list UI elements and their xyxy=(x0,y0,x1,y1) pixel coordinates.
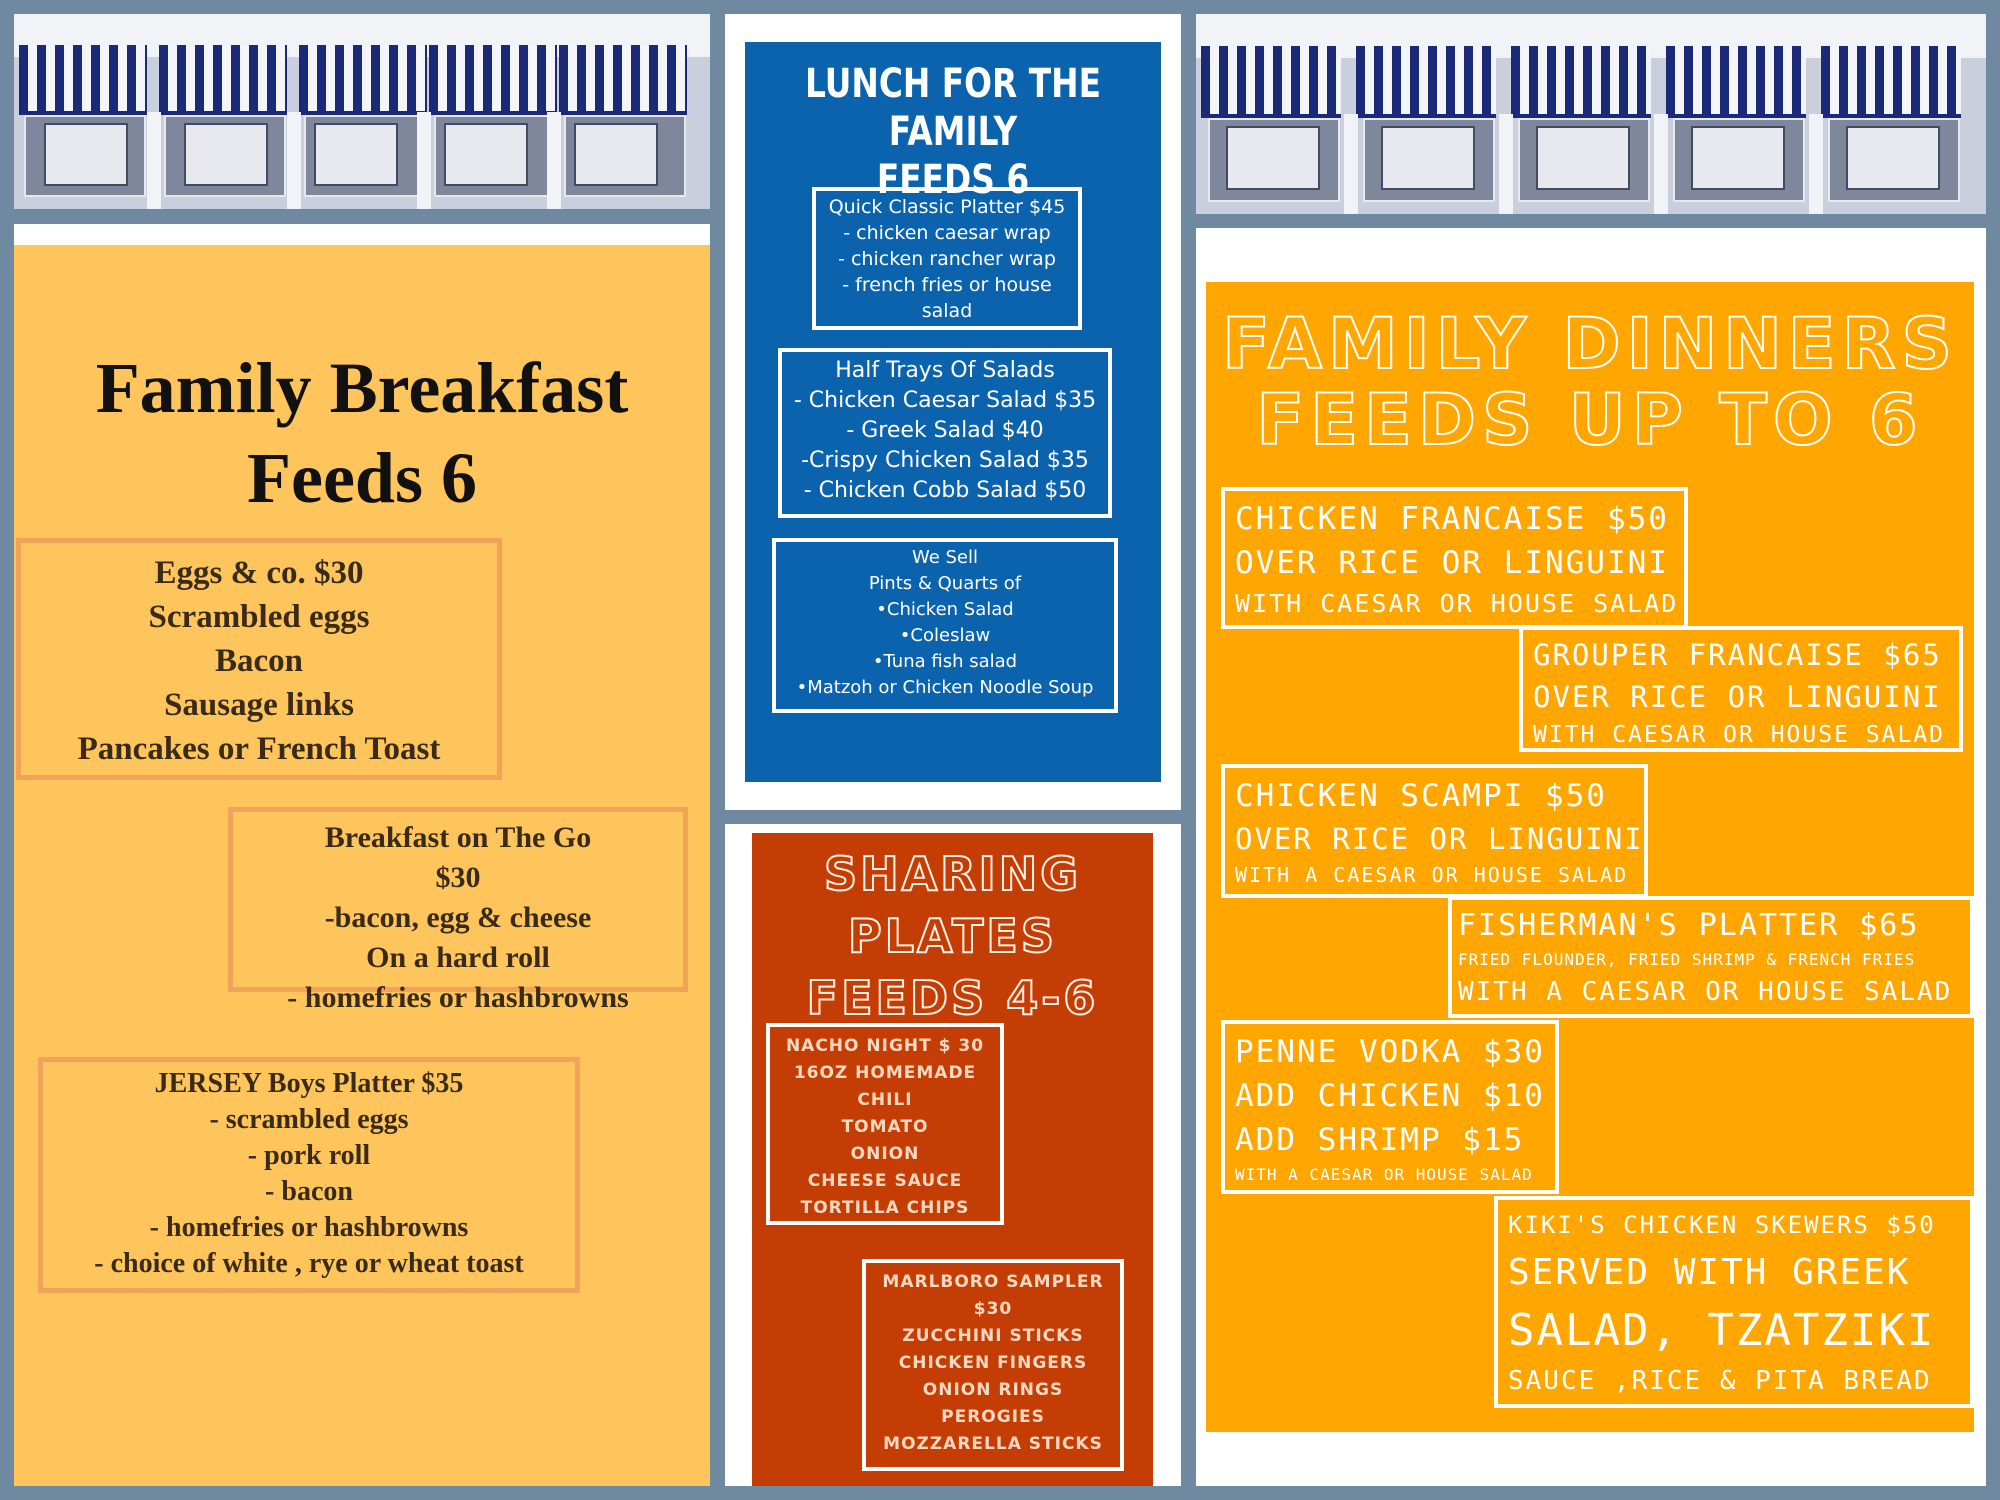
kikis-skewers-line-3: SALAD, TZATZIKI xyxy=(1508,1305,1936,1356)
kikis-skewers-line-2: SERVED WITH GREEK xyxy=(1508,1252,1911,1293)
we-sell-line-5: •Tuna fish salad xyxy=(872,651,1018,672)
storefront-photo-right xyxy=(1196,14,1986,214)
marlboro-sampler-line-7: MOZZARELLA STICKS xyxy=(883,1434,1103,1454)
breakfast-title xyxy=(14,343,710,523)
lunch-panel xyxy=(745,42,1161,782)
chicken-scampi-box xyxy=(1221,764,1648,898)
quick-classic-line-3: - chicken rancher wrap xyxy=(838,248,1056,270)
breakfast-on-the-go-line-5: - homefries or hashbrowns xyxy=(287,981,629,1014)
eggs-and-co-line-5: Pancakes or French Toast xyxy=(77,731,441,767)
we-sell-line-1: We Sell xyxy=(911,547,979,568)
chicken-scampi-line-1: CHICKEN SCAMPI $50 xyxy=(1235,778,1607,814)
storefront-photo-left xyxy=(14,14,710,209)
family-dinners-panel xyxy=(1206,282,1974,1432)
marlboro-sampler-line-5: ONION RINGS xyxy=(922,1380,1064,1400)
chicken-francaise-line-3: WITH CAESAR OR HOUSE SALAD xyxy=(1235,589,1679,618)
sharing-title-line1: SHARING xyxy=(823,847,1082,901)
nacho-night-line-1: NACHO NIGHT $ 30 xyxy=(785,1036,985,1056)
eggs-and-co-line-3: Bacon xyxy=(214,643,303,679)
breakfast-panel xyxy=(14,245,710,1486)
half-trays-line-2: - Chicken Caesar Salad $35 xyxy=(793,388,1097,413)
breakfast-title-line2: Feeds 6 xyxy=(247,438,477,518)
marlboro-sampler-line-1: MARLBORO SAMPLER xyxy=(882,1272,1104,1292)
eggs-and-co-line-4: Sausage links xyxy=(164,687,354,723)
chicken-scampi-line-3: WITH A CAESAR OR HOUSE SALAD xyxy=(1235,863,1629,887)
chicken-scampi-line-2: OVER RICE OR LINGUINI xyxy=(1235,822,1644,856)
breakfast-on-the-go-line-3: -bacon, egg & cheese xyxy=(324,901,592,934)
eggs-and-co-line-1: Eggs & co. $30 xyxy=(154,555,364,591)
lunch-title-line2: FEEDS 6 xyxy=(876,157,1030,203)
breakfast-on-the-go-line-2: $30 xyxy=(435,861,481,894)
lunch-title-line1: LUNCH FOR THE FAMILY xyxy=(805,61,1101,155)
we-sell-box xyxy=(772,538,1118,713)
marlboro-sampler-line-4: CHICKEN FINGERS xyxy=(898,1353,1088,1373)
breakfast-on-the-go-line-4: On a hard roll xyxy=(366,941,550,974)
eggs-and-co-box xyxy=(16,538,502,780)
nacho-night-line-3: CHILI xyxy=(857,1090,913,1110)
nacho-night-line-7: TORTILLA CHIPS xyxy=(800,1198,970,1218)
lunch-title xyxy=(750,60,1157,204)
we-sell-line-4: •Coleslaw xyxy=(899,625,991,646)
jersey-boys-line-1: JERSEY Boys Platter $35 xyxy=(154,1068,464,1099)
quick-classic-platter-box xyxy=(812,187,1082,330)
family-dinners-title-line1: FAMILY DINNERS xyxy=(1222,303,1958,385)
fishermans-platter-line-1: FISHERMAN'S PLATTER $65 xyxy=(1458,908,1920,943)
nacho-night-box xyxy=(766,1023,1004,1225)
grouper-francaise-box xyxy=(1519,626,1963,752)
sharing-plates-title xyxy=(752,843,1153,1029)
jersey-boys-line-4: - bacon xyxy=(265,1176,353,1207)
quick-classic-line-5: salad xyxy=(921,300,973,322)
half-trays-line-3: - Greek Salad $40 xyxy=(846,418,1044,443)
jersey-boys-platter-box xyxy=(38,1057,580,1293)
nacho-night-line-6: CHEESE SAUCE xyxy=(807,1171,963,1191)
sharing-plates-panel xyxy=(752,833,1153,1486)
penne-vodka-line-2: ADD CHICKEN $10 xyxy=(1235,1078,1545,1114)
marlboro-sampler-line-6: PEROGIES xyxy=(941,1407,1045,1427)
marlboro-sampler-box xyxy=(862,1259,1124,1471)
breakfast-on-the-go-box xyxy=(228,807,688,1014)
quick-classic-line-1: Quick Classic Platter $45 xyxy=(828,196,1066,218)
kikis-skewers-line-1: KIKI'S CHICKEN SKEWERS $50 xyxy=(1508,1211,1936,1239)
penne-vodka-line-4: WITH A CAESAR OR HOUSE SALAD xyxy=(1235,1165,1533,1184)
marlboro-sampler-line-3: ZUCCHINI STICKS xyxy=(902,1326,1084,1346)
sharing-title-line3: FEEDS 4-6 xyxy=(806,971,1099,1025)
fishermans-platter-box xyxy=(1448,896,1974,1018)
half-trays-line-5: - Chicken Cobb Salad $50 xyxy=(803,478,1087,503)
sharing-title-line2: PLATES xyxy=(848,909,1057,963)
breakfast-title-line1: Family Breakfast xyxy=(95,348,629,428)
penne-vodka-line-3: ADD SHRIMP $15 xyxy=(1235,1122,1525,1158)
chicken-francaise-line-1: CHICKEN FRANCAISE $50 xyxy=(1235,501,1669,537)
chicken-francaise-line-2: OVER RICE OR LINGUINI xyxy=(1235,545,1669,581)
kikis-skewers-line-4: SAUCE ,RICE & PITA BREAD xyxy=(1508,1366,1932,1396)
half-trays-salads-box xyxy=(778,348,1112,518)
breakfast-on-the-go-line-1: Breakfast on The Go xyxy=(324,821,592,854)
quick-classic-line-2: - chicken caesar wrap xyxy=(843,222,1051,244)
grouper-francaise-line-3: WITH CAESAR OR HOUSE SALAD xyxy=(1533,722,1946,748)
penne-vodka-line-1: PENNE VODKA $30 xyxy=(1235,1034,1545,1070)
family-dinners-title xyxy=(1206,303,1974,461)
half-trays-line-1: Half Trays Of Salads xyxy=(835,358,1055,383)
nacho-night-line-4: TOMATO xyxy=(841,1117,929,1137)
marlboro-sampler-line-2: $30 xyxy=(973,1299,1013,1319)
half-trays-line-4: -Crispy Chicken Salad $35 xyxy=(801,448,1089,473)
quick-classic-line-4: - french fries or house xyxy=(842,274,1052,296)
nacho-night-line-5: ONION xyxy=(850,1144,920,1164)
fishermans-platter-line-2: FRIED FLOUNDER, FRIED SHRIMP & FRENCH FRIES xyxy=(1458,950,1916,969)
grouper-francaise-line-2: OVER RICE OR LINGUINI xyxy=(1533,680,1942,714)
family-dinners-title-line2: FEEDS UP TO 6 xyxy=(1256,379,1924,461)
chicken-francaise-box xyxy=(1221,487,1688,629)
nacho-night-line-2: 16OZ HOMEMADE xyxy=(793,1063,977,1083)
we-sell-line-2: Pints & Quarts of xyxy=(868,573,1022,594)
eggs-and-co-line-2: Scrambled eggs xyxy=(148,599,370,635)
penne-vodka-box xyxy=(1221,1020,1559,1194)
fishermans-platter-line-3: WITH A CAESAR OR HOUSE SALAD xyxy=(1458,977,1953,1007)
we-sell-line-6: •Matzoh or Chicken Noodle Soup xyxy=(796,677,1094,698)
kikis-chicken-skewers-box xyxy=(1494,1196,1974,1408)
jersey-boys-line-3: - pork roll xyxy=(247,1140,371,1171)
we-sell-line-3: •Chicken Salad xyxy=(876,599,1014,620)
jersey-boys-line-2: - scrambled eggs xyxy=(209,1104,409,1135)
grouper-francaise-line-1: GROUPER FRANCAISE $65 xyxy=(1533,638,1942,672)
jersey-boys-line-6: - choice of white , rye or wheat toast xyxy=(94,1248,524,1279)
jersey-boys-line-5: - homefries or hashbrowns xyxy=(149,1212,469,1243)
